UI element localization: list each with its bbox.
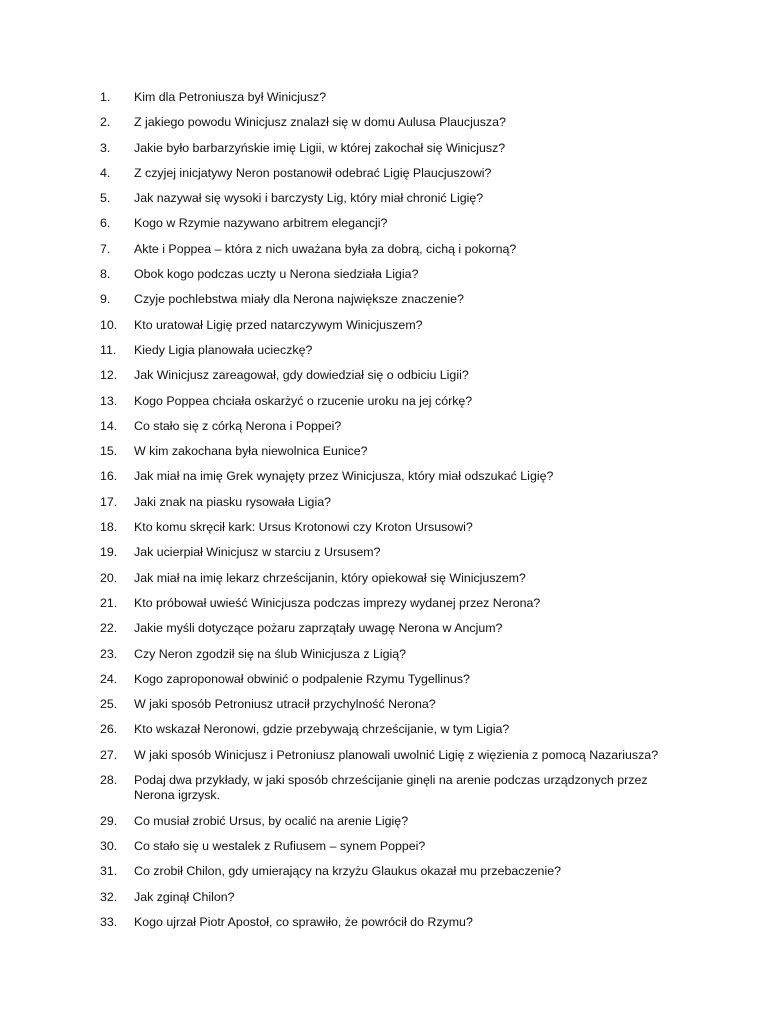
question-item xyxy=(100,545,680,560)
question-item xyxy=(100,773,680,803)
question-item xyxy=(100,419,680,434)
question-item xyxy=(100,839,680,854)
question-text: Kogo w Rzymie nazywano arbitrem elegancji? xyxy=(134,216,388,231)
question-text: Co stało się u westalek z Rufiusem – synem Poppei? xyxy=(134,839,426,854)
question-text: Jak nazywał się wysoki i barczysty Lig, który miał chronić Ligię? xyxy=(134,191,484,206)
question-text: Kto próbował uwieść Winicjusza podczas imprezy wydanej przez Nerona? xyxy=(134,595,541,610)
question-item xyxy=(100,890,680,905)
question-number: 27. xyxy=(100,747,118,762)
question-text: W jaki sposób Winicjusz i Petroniusz planowali uwolnić Ligię z więzienia z pomocą Nazariusza? xyxy=(134,747,659,762)
question-item xyxy=(100,697,680,712)
question-item xyxy=(100,647,680,662)
question-item xyxy=(100,191,680,206)
question-number: 13. xyxy=(100,393,118,408)
question-item xyxy=(100,596,680,611)
question-number: 3. xyxy=(100,140,111,155)
question-text: Czy Neron zgodził się na ślub Winicjusza z Ligią? xyxy=(134,646,407,661)
question-text: Kogo ujrzał Piotr Apostoł, co sprawiło, że powrócił do Rzymu? xyxy=(134,915,473,929)
question-number: 2. xyxy=(100,115,111,130)
question-text: Z jakiego powodu Winicjusz znalazł się w domu Aulusa Plaucjusza? xyxy=(134,115,506,130)
question-number: 25. xyxy=(100,697,118,712)
question-item xyxy=(100,495,680,510)
question-item xyxy=(100,864,680,879)
question-item xyxy=(100,520,680,535)
question-text: Akte i Poppea – która z nich uważana była za dobrą, cichą i pokorną? xyxy=(134,241,517,256)
question-number: 23. xyxy=(100,646,118,661)
question-item xyxy=(100,292,680,307)
question-text: Kto komu skręcił kark: Ursus Krotonowi czy Kroton Ursusowi? xyxy=(134,520,473,535)
question-number: 5. xyxy=(100,191,111,206)
question-list xyxy=(100,90,680,940)
question-number: 14. xyxy=(100,418,118,433)
question-text: Co zrobił Chilon, gdy umierający na krzyżu Glaukus okazał mu przebaczenie? xyxy=(134,864,561,879)
question-number: 24. xyxy=(100,671,118,686)
question-item xyxy=(100,444,680,459)
question-text: Kogo zaproponował obwinić o podpalenie Rzymu Tygellinus? xyxy=(134,671,470,686)
question-item xyxy=(100,915,680,930)
question-item xyxy=(100,216,680,231)
question-item xyxy=(100,115,680,130)
question-number: 9. xyxy=(100,292,111,307)
question-item xyxy=(100,242,680,257)
question-number: 32. xyxy=(100,889,118,904)
question-number: 22. xyxy=(100,621,118,636)
question-number: 21. xyxy=(100,595,118,610)
question-item xyxy=(100,469,680,484)
question-item xyxy=(100,748,680,763)
question-item xyxy=(100,343,680,358)
question-item xyxy=(100,722,680,737)
question-number: 8. xyxy=(100,267,111,282)
question-text: Jak ucierpiał Winicjusz w starciu z Ursusem? xyxy=(134,545,381,560)
question-item xyxy=(100,318,680,333)
question-text: Obok kogo podczas uczty u Nerona siedziała Ligia? xyxy=(134,267,419,282)
question-number: 7. xyxy=(100,241,111,256)
question-item xyxy=(100,368,680,383)
question-number: 30. xyxy=(100,839,118,854)
question-number: 1. xyxy=(100,90,111,104)
question-text: W jaki sposób Petroniusz utracił przychylność Nerona? xyxy=(134,697,436,712)
question-text: W kim zakochana była niewolnica Eunice? xyxy=(134,444,368,459)
question-text: Z czyjej inicjatywy Neron postanowił odebrać Ligię Plaucjuszowi? xyxy=(134,165,492,180)
question-text: Jak Winicjusz zareagował, gdy dowiedział się o odbiciu Ligii? xyxy=(134,368,469,383)
question-number: 31. xyxy=(100,864,118,879)
question-number: 17. xyxy=(100,494,118,509)
question-text: Co musiał zrobić Ursus, by ocalić na arenie Ligię? xyxy=(134,813,409,828)
question-item xyxy=(100,90,680,105)
question-item xyxy=(100,621,680,636)
question-number: 12. xyxy=(100,368,118,383)
question-text: Jakie myśli dotyczące pożaru zaprzątały uwagę Nerona w Ancjum? xyxy=(134,621,503,636)
question-number: 15. xyxy=(100,444,118,459)
question-number: 4. xyxy=(100,165,111,180)
question-item xyxy=(100,166,680,181)
question-item xyxy=(100,394,680,409)
question-number: 26. xyxy=(100,722,118,737)
question-text: Kto wskazał Neronowi, gdzie przebywają chrześcijanie, w tym Ligia? xyxy=(134,722,510,737)
question-number: 10. xyxy=(100,317,118,332)
question-number: 28. xyxy=(100,773,118,788)
question-number: 16. xyxy=(100,469,118,484)
question-text: Czyje pochlebstwa miały dla Nerona największe znaczenie? xyxy=(134,292,464,307)
question-text: Jak miał na imię lekarz chrześcijanin, który opiekował się Winicjuszem? xyxy=(134,570,526,585)
question-text: Jak zginął Chilon? xyxy=(134,889,235,904)
question-text: Podaj dwa przykłady, w jaki sposób chrześcijanie ginęli na arenie podczas urządzonych przez Nerona igrzysk. xyxy=(134,773,648,803)
question-number: 19. xyxy=(100,545,118,560)
question-text: Kogo Poppea chciała oskarżyć o rzucenie uroku na jej córkę? xyxy=(134,393,473,408)
question-text: Co stało się z córką Nerona i Poppei? xyxy=(134,418,342,433)
question-number: 11. xyxy=(100,342,117,357)
question-text: Jakie było barbarzyńskie imię Ligii, w której zakochał się Winicjusz? xyxy=(134,140,506,155)
question-text: Jaki znak na piasku rysowała Ligia? xyxy=(134,494,331,509)
question-item xyxy=(100,267,680,282)
question-text: Kto uratował Ligię przed natarczywym Winicjuszem? xyxy=(134,317,423,332)
question-text: Jak miał na imię Grek wynajęty przez Winicjusza, który miał odszukać Ligię? xyxy=(134,469,554,484)
question-item xyxy=(100,814,680,829)
question-text: Kiedy Ligia planowała ucieczkę? xyxy=(134,342,313,357)
question-text: Kim dla Petroniusza był Winicjusz? xyxy=(134,90,327,104)
question-number: 20. xyxy=(100,570,118,585)
question-number: 29. xyxy=(100,813,118,828)
question-item xyxy=(100,571,680,586)
question-item xyxy=(100,141,680,156)
question-number: 6. xyxy=(100,216,111,231)
question-number: 18. xyxy=(100,520,118,535)
question-item xyxy=(100,672,680,687)
question-number: 33. xyxy=(100,915,118,929)
